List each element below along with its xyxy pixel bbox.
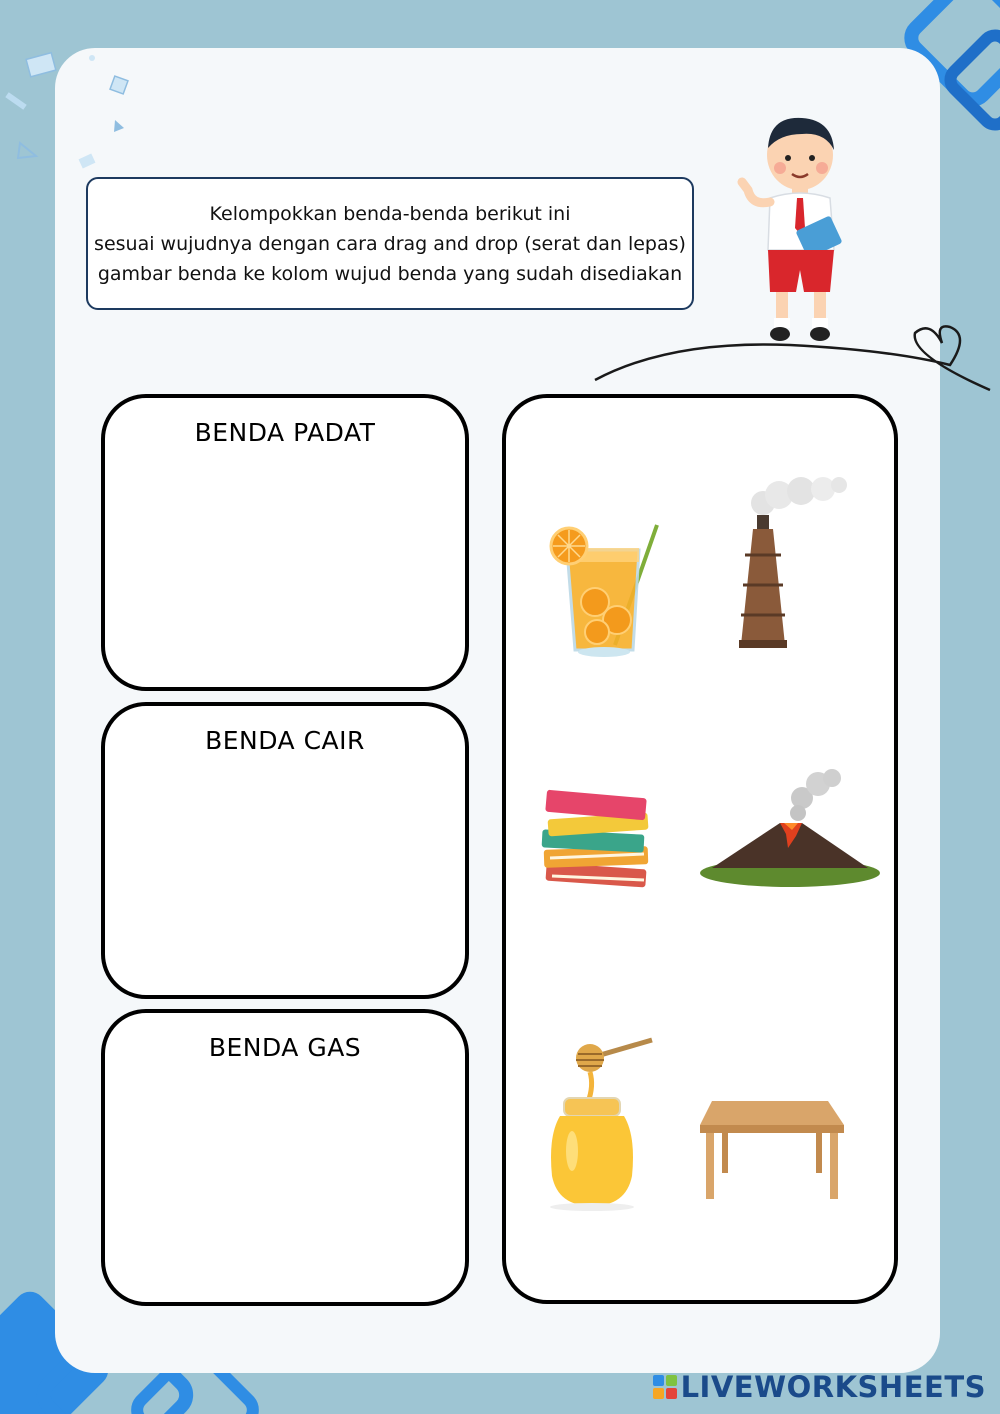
decorative-heart-swoosh xyxy=(590,315,1000,395)
table-icon[interactable] xyxy=(698,1095,848,1205)
volcano-smoke-icon[interactable] xyxy=(700,768,880,890)
dropzone-title-cair: BENDA CAIR xyxy=(205,726,365,755)
dropzone-benda-gas[interactable] xyxy=(101,1009,469,1306)
liveworksheets-logo-icon xyxy=(653,1375,677,1399)
liveworksheets-brand-text: LIVEWORKSHEETS xyxy=(680,1370,986,1404)
instruction-line-2: sesuai wujudnya dengan cara drag and drop (serat dan lepas) xyxy=(94,232,686,255)
student-boy-illustration xyxy=(730,110,850,350)
dropzone-title-padat: BENDA PADAT xyxy=(194,418,376,447)
decorative-doodles-icon xyxy=(0,48,140,178)
honey-jar-icon[interactable] xyxy=(540,1036,655,1211)
instruction-line-3: gambar benda ke kolom wujud benda yang sudah disediakan xyxy=(97,262,683,285)
orange-juice-icon[interactable] xyxy=(545,520,660,660)
liveworksheets-logo xyxy=(653,1370,986,1404)
dropzone-benda-padat[interactable] xyxy=(101,394,469,691)
instructions-box xyxy=(86,177,694,310)
dropzone-benda-cair[interactable] xyxy=(101,702,469,999)
books-stack-icon[interactable] xyxy=(538,786,653,894)
factory-chimney-smoke-icon[interactable] xyxy=(735,475,850,650)
dropzone-title-gas: BENDA GAS xyxy=(208,1033,362,1062)
instruction-line-1: Kelompokkan benda-benda berikut ini xyxy=(209,202,571,225)
